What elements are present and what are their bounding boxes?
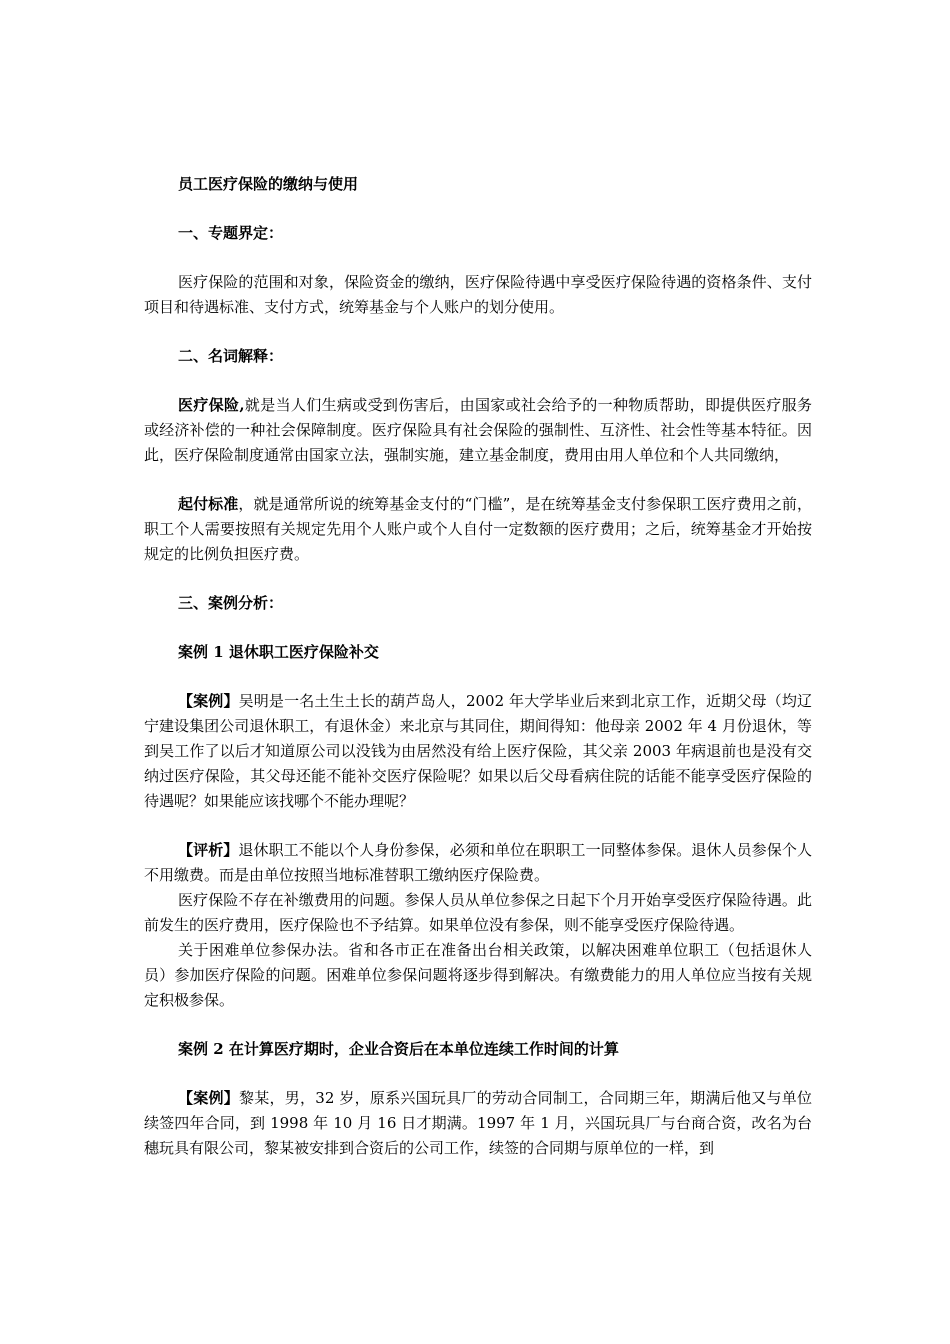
case-1-case xyxy=(144,689,812,814)
section-1-heading: 一、专题界定： xyxy=(178,224,284,242)
term-deductible-text: ，就是通常所说的统筹基金支付的“门槛”，是在统筹基金支付参保职工医疗费用之前，职工个人需要按照有关规定先用个人账户或个人自付一定数额的医疗费用；之后，统筹基金才开始按规定的比例负担医疗费。 xyxy=(144,495,812,563)
term-deductible-label: 起付标准 xyxy=(178,495,239,513)
document-body xyxy=(144,172,812,1161)
term-medical-insurance-label: 医疗保险, xyxy=(178,396,245,414)
case-2-case-text: 黎某，男，32 岁，原系兴国玩具厂的劳动合同制工，合同期三年，期满后他又与单位续签四年合同，到 1998 年 10 月 16 日才期满。1997 年 1 月，兴国玩具厂与台商合资，改名为台穗玩具有限公司，黎某被安排到合资后的公司工作，续签的合同期与原单位的一样，到 xyxy=(144,1089,812,1157)
section-3-heading: 三、案例分析： xyxy=(178,594,284,612)
case-1-review-paragraph-2: 医疗保险不存在补缴费用的问题。参保人员从单位参保之日起下个月开始享受医疗保险待遇。此前发生的医疗费用，医疗保险也不予结算。如果单位没有参保，则不能享受医疗保险待遇。 xyxy=(144,891,812,934)
term-medical-insurance xyxy=(144,393,812,468)
case-2-case xyxy=(144,1086,812,1161)
case-2-case-label: 【案例】 xyxy=(178,1089,240,1107)
term-deductible xyxy=(144,492,812,567)
document-title: 员工医疗保险的缴纳与使用 xyxy=(178,175,359,193)
case-2-heading: 案例 2 在计算医疗期时，企业合资后在本单位连续工作时间的计算 xyxy=(178,1040,619,1058)
case-1-review xyxy=(144,838,812,888)
case-1-review-paragraph-3: 关于困难单位参保办法。省和各市正在准备出台相关政策，以解决困难单位职工（包括退休人员）参加医疗保险的问题。困难单位参保问题将逐步得到解决。有缴费能力的用人单位应当按有关规定积极参保。 xyxy=(144,941,812,1009)
term-medical-insurance-text: 就是当人们生病或受到伤害后，由国家或社会给予的一种物质帮助，即提供医疗服务或经济补偿的一种社会保障制度。医疗保险具有社会保险的强制性、互济性、社会性等基本特征。因此，医疗保险制度通常由国家立法，强制实施，建立基金制度，费用由用人单位和个人共同缴纳， xyxy=(144,396,812,464)
case-1-review-label: 【评析】 xyxy=(178,841,239,859)
case-1-heading: 案例 1 退休职工医疗保险补交 xyxy=(178,643,379,661)
case-1-case-text: 吴明是一名土生土长的葫芦岛人，2002 年大学毕业后来到北京工作，近期父母（均辽宁建设集团公司退休职工，有退休金）来北京与其同住，期间得知：他母亲 2002 年 4 月份退休，等到吴工作了以后才知道原公司以没钱为由居然没有给上医疗保险，其父亲 2003 年病退前也是没有交纳过医疗保险，其父母还能不能补交医疗保险呢？如果以后父母看病住院的话能不能享受医疗保险的待遇呢？如果能应该找哪个不能办理呢？ xyxy=(144,692,812,810)
section-1-body: 医疗保险的范围和对象，保险资金的缴纳，医疗保险待遇中享受医疗保险待遇的资格条件、支付项目和待遇标准、支付方式，统筹基金与个人账户的划分使用。 xyxy=(144,273,812,316)
case-1-case-label: 【案例】 xyxy=(178,692,239,710)
case-1-review-text: 退休职工不能以个人身份参保，必须和单位在职职工一同整体参保。退休人员参保个人不用缴费。而是由单位按照当地标准替职工缴纳医疗保险费。 xyxy=(144,841,812,884)
section-2-heading: 二、名词解释： xyxy=(178,347,284,365)
